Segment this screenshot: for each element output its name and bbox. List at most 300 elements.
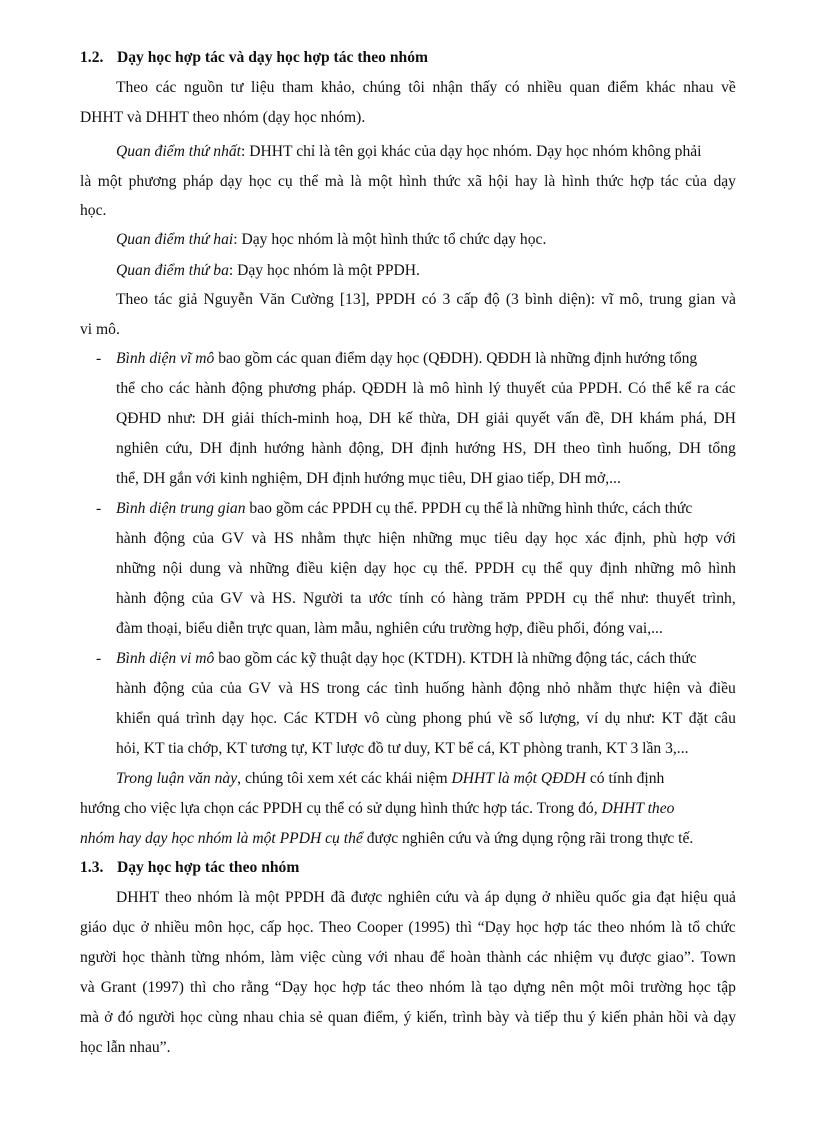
word: và bbox=[227, 560, 243, 577]
word: gian bbox=[688, 291, 716, 308]
word: ý bbox=[403, 1009, 412, 1026]
word: vụ bbox=[598, 949, 614, 966]
word: như: bbox=[167, 410, 196, 427]
word: nhóm bbox=[197, 889, 233, 906]
word: bày bbox=[487, 1009, 510, 1026]
word: thể bbox=[116, 380, 136, 397]
word: phú bbox=[468, 710, 492, 727]
bullet-line bbox=[116, 589, 736, 609]
word: hình bbox=[455, 380, 483, 397]
word: nghiên bbox=[387, 889, 431, 906]
word: là bbox=[350, 173, 362, 190]
word: môn bbox=[194, 919, 223, 936]
word: đã bbox=[330, 889, 346, 906]
bullet-line bbox=[116, 529, 736, 549]
word: các bbox=[366, 680, 388, 697]
paragraph-line: Quan điểm thứ nhất: DHHT chỉ là tên gọi khác của dạy học nhóm. Dạy học nhóm không phải bbox=[116, 143, 702, 160]
word: khác bbox=[646, 79, 676, 96]
word: có bbox=[421, 291, 437, 308]
word: thức bbox=[433, 173, 461, 190]
paragraph-line bbox=[116, 78, 736, 98]
word: từng bbox=[191, 949, 220, 966]
word: học bbox=[516, 919, 539, 936]
word: hình bbox=[561, 173, 590, 190]
word: giải bbox=[485, 410, 510, 427]
word: phương bbox=[268, 380, 317, 397]
paragraph-line bbox=[80, 1008, 736, 1028]
word: dạy bbox=[525, 530, 548, 547]
section-title: Dạy học hợp tác và dạy học hợp tác theo nhóm bbox=[117, 49, 428, 66]
word: một bbox=[97, 173, 123, 190]
word: PPDH bbox=[285, 889, 325, 906]
bullet-line: đàm thoại, biểu diễn trực quan, làm mẫu, nghiên cứu trường hợp, điều phối, đóng vai,... bbox=[116, 620, 663, 637]
word: nội bbox=[162, 560, 183, 577]
word: tình bbox=[597, 440, 622, 457]
word: nhiều bbox=[555, 889, 591, 906]
word: trình, bbox=[702, 590, 736, 607]
word: thích-minh bbox=[261, 410, 330, 427]
word: Theo bbox=[116, 79, 149, 96]
word: được bbox=[350, 889, 383, 906]
word: diện): bbox=[558, 291, 596, 308]
word: PPDH bbox=[375, 291, 416, 308]
word: chức bbox=[705, 919, 736, 936]
bullet-line bbox=[116, 409, 736, 429]
section-number: 1.2. bbox=[80, 49, 104, 66]
word: các bbox=[168, 380, 190, 397]
paragraph-line: vi mô. bbox=[80, 321, 120, 338]
word: cụ bbox=[277, 173, 293, 190]
word: hướng bbox=[455, 440, 496, 457]
word: những bbox=[412, 530, 453, 547]
word: các bbox=[155, 79, 177, 96]
word: là bbox=[470, 979, 483, 996]
word: xã bbox=[467, 173, 483, 190]
word: độ bbox=[484, 291, 500, 308]
word: huống, bbox=[628, 440, 672, 457]
word: [13], bbox=[339, 291, 370, 308]
word: điểm, bbox=[363, 1009, 399, 1026]
word: theo bbox=[396, 979, 424, 996]
word: PPDH. bbox=[578, 380, 623, 397]
paragraph-line: học. bbox=[80, 202, 107, 219]
word: hiệu bbox=[680, 889, 708, 906]
word: DH bbox=[678, 440, 701, 457]
word: PPDH bbox=[525, 590, 566, 607]
paragraph-line bbox=[80, 978, 736, 998]
word: cấp bbox=[456, 291, 479, 308]
word: hoạ, bbox=[335, 410, 363, 427]
bullet-line bbox=[116, 679, 736, 699]
word: pháp. bbox=[321, 380, 357, 397]
paragraph-line: Quan điểm thứ hai: Dạy học nhóm là một hình thức tổ chức dạy học. bbox=[116, 231, 547, 248]
word: trình bbox=[185, 710, 216, 727]
word: Các bbox=[283, 710, 308, 727]
bullet-line bbox=[116, 709, 736, 729]
word: (3 bbox=[505, 291, 519, 308]
word: của bbox=[685, 173, 707, 190]
paragraph-line bbox=[116, 888, 736, 908]
thesis-lead: Trong luận văn này bbox=[116, 770, 238, 787]
word: khám bbox=[639, 410, 675, 427]
word: thành bbox=[150, 949, 186, 966]
word: điều bbox=[296, 560, 324, 577]
word: và bbox=[721, 291, 736, 308]
word: nhóm bbox=[429, 979, 465, 996]
word: hợp bbox=[342, 979, 367, 996]
word: định bbox=[599, 560, 628, 577]
word: thuyết bbox=[506, 380, 546, 397]
word: những bbox=[249, 560, 290, 577]
word: và bbox=[693, 1009, 709, 1026]
word: phương bbox=[128, 173, 177, 190]
word: Grant bbox=[100, 979, 137, 996]
word: các bbox=[714, 380, 736, 397]
word: mà bbox=[324, 173, 344, 190]
word: việc bbox=[299, 949, 326, 966]
word: nhằm bbox=[301, 530, 336, 547]
word: và bbox=[687, 680, 703, 697]
word: quốc bbox=[595, 889, 627, 906]
word: pháp bbox=[183, 173, 214, 190]
word: tác bbox=[372, 979, 391, 996]
word: mô, bbox=[619, 291, 644, 308]
word: môi bbox=[610, 979, 635, 996]
word: quan bbox=[569, 79, 600, 96]
word: làm bbox=[270, 949, 294, 966]
paragraph-line: hướng cho việc lựa chọn các PPDH cụ thể có sử dụng hình thức hợp tác. Trong đó, DHHT theo bbox=[80, 800, 675, 817]
word: là bbox=[80, 173, 92, 190]
word: theo bbox=[563, 440, 591, 457]
word: học bbox=[122, 949, 145, 966]
word: PPDH bbox=[474, 560, 515, 577]
word: thức bbox=[596, 173, 624, 190]
bullet-line: Bình diện vĩ mô bao gồm các quan điểm dạy học (QĐDH). QĐDH là những định hướng tổng bbox=[116, 350, 698, 367]
word: những bbox=[634, 560, 675, 577]
word: thuyết bbox=[656, 590, 696, 607]
word: học bbox=[555, 530, 578, 547]
word: thừa, bbox=[418, 410, 451, 427]
word: nhau bbox=[393, 949, 425, 966]
word: Cooper bbox=[356, 919, 403, 936]
word: mô bbox=[429, 380, 450, 397]
word: thực bbox=[618, 680, 647, 697]
word: (1997) bbox=[142, 979, 184, 996]
word: câu bbox=[714, 710, 736, 727]
word: để bbox=[429, 949, 445, 966]
word: tổ bbox=[687, 919, 701, 936]
word: định, bbox=[614, 530, 646, 547]
word: hành bbox=[116, 590, 147, 607]
word: học bbox=[313, 979, 337, 996]
word: hợp bbox=[630, 173, 655, 190]
word: cùng bbox=[331, 949, 362, 966]
word: ước bbox=[368, 590, 393, 607]
word: nhiều bbox=[527, 79, 562, 96]
word: tư bbox=[230, 79, 244, 96]
word: cứu bbox=[435, 889, 459, 906]
word: và bbox=[464, 889, 480, 906]
word: hợp bbox=[544, 919, 569, 936]
word: hành bbox=[116, 680, 147, 697]
word: hiện bbox=[653, 680, 681, 697]
word: và bbox=[278, 680, 293, 697]
bullet-line: Bình diện vi mô bao gồm các kỹ thuật dạy học (KTDH). KTDH là những động tác, cách thức bbox=[116, 650, 697, 667]
bullet-line: thể, DH gắn với kinh nghiệm, DH định hướng mục tiêu, DH giao tiếp, DH mở,... bbox=[116, 470, 621, 487]
word: những bbox=[116, 560, 156, 577]
word: thì bbox=[455, 919, 473, 936]
word: cho bbox=[212, 979, 235, 996]
word: của bbox=[191, 680, 214, 697]
word: thu bbox=[563, 1009, 584, 1026]
word: tác bbox=[573, 919, 592, 936]
word: của bbox=[192, 530, 215, 547]
word: là bbox=[238, 889, 250, 906]
view-label: Quan điểm thứ ba bbox=[116, 262, 229, 279]
word: trường bbox=[640, 979, 683, 996]
word: động bbox=[153, 530, 185, 547]
word: Người bbox=[302, 590, 344, 607]
word: một bbox=[579, 979, 605, 996]
bullet-dash: - bbox=[96, 500, 102, 517]
word: tổng bbox=[708, 440, 736, 457]
word: nhằm bbox=[577, 680, 613, 697]
word: hàng bbox=[452, 590, 483, 607]
word: kiến bbox=[601, 1009, 628, 1026]
word: GV bbox=[248, 680, 272, 697]
word: nhóm, bbox=[225, 949, 265, 966]
word: học. bbox=[250, 710, 278, 727]
word: và bbox=[514, 1009, 530, 1026]
word: của bbox=[191, 590, 214, 607]
word: tiếp bbox=[534, 1009, 558, 1026]
word: giả bbox=[178, 291, 198, 308]
word: hình bbox=[708, 560, 736, 577]
word: ở bbox=[541, 889, 551, 906]
word: nhỏ bbox=[547, 680, 571, 697]
word: gia bbox=[631, 889, 651, 906]
word: thấy bbox=[470, 79, 498, 96]
word: khảo, bbox=[320, 79, 356, 96]
word: một bbox=[255, 889, 280, 906]
word: cụ bbox=[572, 590, 588, 607]
word: các bbox=[527, 949, 548, 966]
word: của bbox=[220, 680, 242, 697]
word: QĐDH bbox=[361, 380, 407, 397]
word: cấp bbox=[260, 919, 282, 936]
word: DH bbox=[199, 440, 223, 457]
word: GV bbox=[220, 590, 244, 607]
word: hành bbox=[195, 380, 226, 397]
view-label: Quan điểm thứ nhất bbox=[116, 143, 242, 160]
word: DHHT bbox=[116, 889, 160, 906]
word: tác bbox=[154, 291, 173, 308]
word: động bbox=[508, 680, 541, 697]
word: khiển bbox=[116, 710, 151, 727]
word: trăm bbox=[490, 590, 519, 607]
word: động bbox=[153, 590, 185, 607]
bullet-line: hỏi, KT tia chớp, KT tương tự, KT lược đồ tư duy, KT bể cá, KT phòng tranh, KT 3 lần 3,... bbox=[116, 740, 689, 757]
word: quả bbox=[713, 889, 736, 906]
word: liệu bbox=[251, 79, 275, 96]
word: kể bbox=[676, 380, 692, 397]
word: nhiều bbox=[154, 919, 190, 936]
word: trung bbox=[649, 291, 683, 308]
word: lý bbox=[488, 380, 501, 397]
word: đặt bbox=[688, 710, 708, 727]
word: phá, bbox=[680, 410, 707, 427]
word: được bbox=[619, 949, 652, 966]
word: (1995) bbox=[408, 919, 450, 936]
word: vấn bbox=[556, 410, 580, 427]
word: cụ bbox=[521, 560, 537, 577]
word: dụ bbox=[604, 710, 621, 727]
word: hình bbox=[398, 173, 427, 190]
word: “Dạy bbox=[274, 979, 308, 996]
word: ở bbox=[104, 1009, 113, 1026]
word: trình bbox=[452, 1009, 482, 1026]
word: đề, bbox=[585, 410, 605, 427]
word: học bbox=[180, 1009, 203, 1026]
word: hành bbox=[471, 680, 502, 697]
word: mục bbox=[459, 530, 487, 547]
bullet-line bbox=[116, 559, 736, 579]
word: cụ bbox=[423, 560, 438, 577]
word: DH bbox=[368, 410, 392, 427]
word: thể bbox=[299, 173, 319, 190]
word: động bbox=[153, 680, 185, 697]
word: ở bbox=[140, 919, 149, 936]
word: dạy bbox=[363, 560, 387, 577]
word: nhau bbox=[243, 1009, 274, 1026]
word: về bbox=[721, 79, 736, 96]
word: HS, bbox=[502, 440, 527, 457]
word: của bbox=[551, 380, 573, 397]
word: học, bbox=[227, 919, 255, 936]
word: kế bbox=[397, 410, 413, 427]
word: “Dạy bbox=[477, 919, 511, 936]
word: tôi bbox=[408, 79, 425, 96]
word: dục bbox=[112, 919, 135, 936]
word: KTDH bbox=[314, 710, 358, 727]
word: cùng bbox=[207, 1009, 239, 1026]
word: cho bbox=[140, 380, 164, 397]
section-number: 1.3. bbox=[80, 859, 104, 876]
word: hành bbox=[311, 440, 342, 457]
word: là bbox=[671, 919, 683, 936]
word: tập bbox=[716, 979, 736, 996]
word: sẻ bbox=[309, 1009, 323, 1026]
word: có bbox=[504, 79, 520, 96]
word: KT bbox=[661, 710, 683, 727]
word: ví bbox=[586, 710, 599, 727]
word: và bbox=[250, 590, 265, 607]
word: DH bbox=[202, 410, 225, 427]
word: tiêu bbox=[494, 530, 518, 547]
bullet-line: Bình diện trung gian bao gồm các PPDH cụ thể. PPDH cụ thể là những hình thức, cách thức bbox=[116, 500, 693, 517]
word: DH bbox=[610, 410, 634, 427]
word: mô bbox=[681, 560, 702, 577]
word: Cường bbox=[291, 291, 334, 308]
bullet-line bbox=[116, 379, 736, 399]
word: đạt bbox=[656, 889, 676, 906]
word: DH bbox=[390, 440, 414, 457]
word: giáo bbox=[80, 919, 107, 936]
word: hợp bbox=[684, 530, 709, 547]
word: động bbox=[231, 380, 263, 397]
word: thể. bbox=[444, 560, 468, 577]
word: dạy bbox=[219, 173, 243, 190]
word: có bbox=[430, 590, 446, 607]
word: hướng bbox=[264, 440, 305, 457]
word: người bbox=[80, 949, 117, 966]
bullet-dash: - bbox=[96, 350, 102, 367]
word: thành bbox=[486, 949, 522, 966]
word: vô bbox=[363, 710, 380, 727]
word: huống bbox=[425, 680, 465, 697]
paragraph-line bbox=[116, 290, 736, 310]
word: Có bbox=[628, 380, 647, 397]
bullet-label: Bình diện vĩ mô bbox=[116, 350, 215, 367]
word: thể bbox=[594, 590, 614, 607]
word: dạy bbox=[713, 173, 736, 190]
word: HS. bbox=[272, 590, 296, 607]
word: số bbox=[519, 710, 533, 727]
word: nguồn bbox=[184, 79, 224, 96]
word: điểm bbox=[607, 79, 639, 96]
word: hoàn bbox=[450, 949, 481, 966]
word: động, bbox=[348, 440, 384, 457]
word: nhau bbox=[683, 79, 714, 96]
word: HS bbox=[273, 530, 294, 547]
word: GV bbox=[221, 530, 245, 547]
word: áp bbox=[484, 889, 500, 906]
word: cứu, bbox=[165, 440, 193, 457]
word: phản bbox=[633, 1009, 664, 1026]
word: Theo bbox=[116, 291, 149, 308]
word: quy bbox=[569, 560, 593, 577]
word: HS bbox=[299, 680, 320, 697]
word: và bbox=[251, 530, 267, 547]
word: thực bbox=[343, 530, 371, 547]
word: hành bbox=[116, 530, 147, 547]
word: kiến, bbox=[416, 1009, 448, 1026]
word: quan bbox=[327, 1009, 359, 1026]
bullet-line bbox=[116, 439, 736, 459]
view-label: Quan điểm thứ hai bbox=[116, 231, 234, 248]
word: DH bbox=[713, 410, 736, 427]
word: với bbox=[367, 949, 389, 966]
word: và bbox=[80, 979, 95, 996]
word: giao”. bbox=[657, 949, 695, 966]
word: dạy bbox=[221, 710, 245, 727]
word: điều bbox=[708, 680, 736, 697]
word: ý bbox=[588, 1009, 596, 1026]
word: thì bbox=[189, 979, 207, 996]
paragraph-line bbox=[80, 948, 736, 968]
word: mà bbox=[80, 1009, 100, 1026]
word: học bbox=[688, 979, 711, 996]
word: theo bbox=[164, 889, 192, 906]
paragraph-line: học lẫn nhau”. bbox=[80, 1039, 171, 1056]
bullet-dash: - bbox=[96, 650, 102, 667]
word: chúng bbox=[362, 79, 401, 96]
word: là bbox=[544, 173, 556, 190]
word: quá bbox=[157, 710, 180, 727]
word: quyết bbox=[515, 410, 551, 427]
word: cùng bbox=[385, 710, 417, 727]
word: học. bbox=[287, 919, 314, 936]
